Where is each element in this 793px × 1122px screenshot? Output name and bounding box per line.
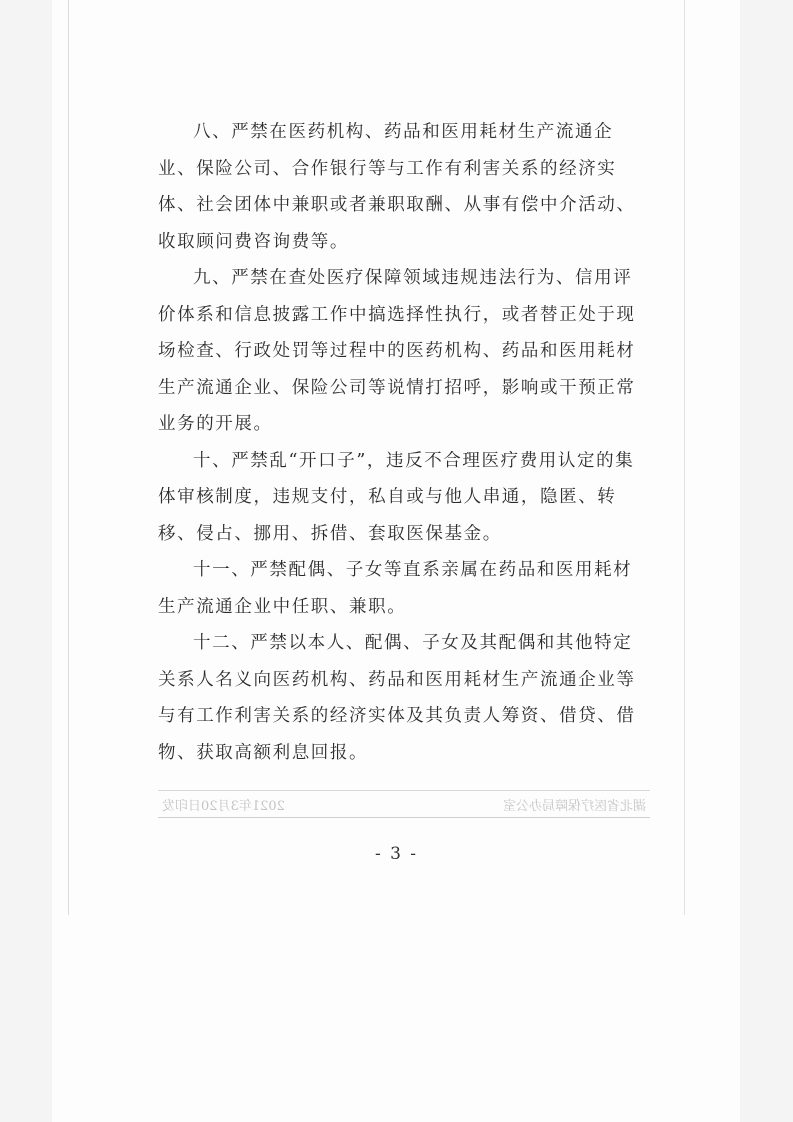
reverse-side-bleed-through [158,790,650,818]
bleed-date-text: 2021年3月20日印发 [162,799,285,814]
bleed-issuer-text: 湖北省医疗保障局办公室 [502,799,646,814]
paragraph-item-11: 十一、严禁配偶、子女等直系亲属在药品和医用耗材生产流通企业中任职、兼职。 [158,560,633,617]
document-body [158,114,650,771]
paragraph-item-12: 十二、严禁以本人、配偶、子女及其配偶和其他特定关系人名义向医药机构、药品和医用耗材生产流通企业等与有工作利害关系的经济实体及其负责人筹资、借贷、借物、获取高额利息回报。 [158,633,636,763]
page-number: - 3 - [374,844,419,864]
paragraph-item-8: 八、严禁在医药机构、药品和医用耗材生产流通企业、保险公司、合作银行等与工作有利害关系的经济实体、社会团体中兼职或者兼职取酬、从事有偿中介活动、收取顾问费咨询费等。 [158,122,636,252]
page-edge-left [68,0,69,915]
paragraph-item-9: 九、严禁在查处医疗保障领域违规违法行为、信用评价体系和信息披露工作中搞选择性执行，或者替正处于现场检查、行政处罚等过程中的医药机构、药品和医用耗材生产流通企业、保险公司等说情打招呼，影响或干预正常业务的开展。 [158,268,636,434]
page-edge-right [684,0,685,915]
paragraph-item-10: 十、严禁乱“开口子”，违反不合理医疗费用认定的集体审核制度，违规支付，私自或与他人串通，隐匿、转移、侵占、挪用、拆借、套取医保基金。 [158,450,635,544]
